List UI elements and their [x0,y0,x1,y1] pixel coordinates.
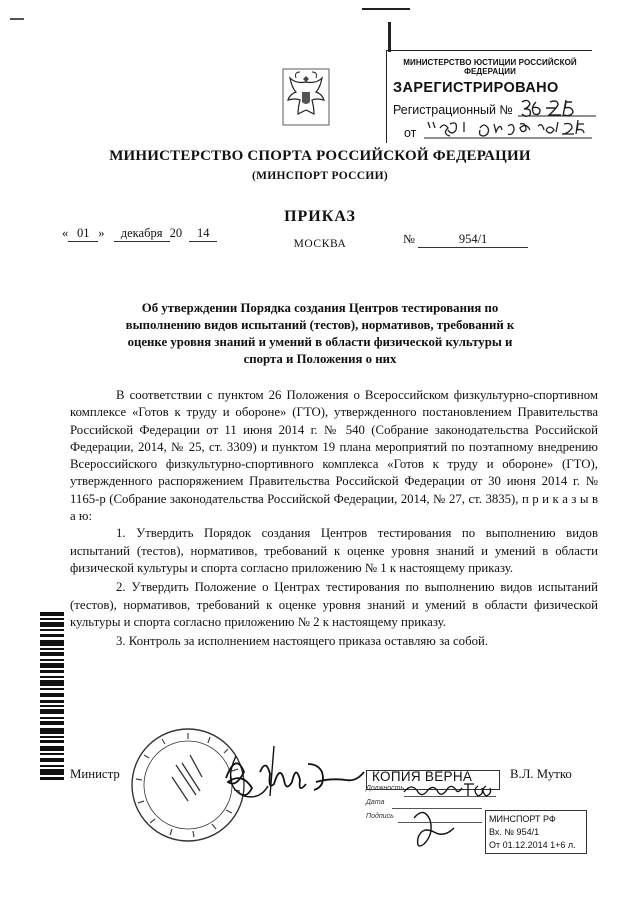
minsport-stamp-line-2: Вх. № 954/1 [489,827,540,837]
date-month: декабря [114,226,170,242]
registration-ministry: МИНИСТЕРСТВО ЮСТИЦИИ РОССИЙСКОЙ ФЕДЕРАЦИИ [403,58,577,76]
registration-number-handwriting [518,96,598,118]
order-item-2: 2. Утвердить Положение о Центрах тестирования по выполнению видов испытаний (тестов), нормативов, требований к оценке уровня знаний и умений в области физической культуры и спорта согласно приложению № 2 к настоящему приказу. [70,580,598,629]
coat-of-arms-emblem [282,68,330,126]
stamp-top-tick [388,22,391,52]
copy-stamp-position-handwriting [402,780,506,800]
registration-date-prefix: от [404,126,417,140]
copy-stamp-sign-label: Подпись [366,813,394,820]
order-item-3: 3. Контроль за исполнением настоящего приказа оставляю за собой. [116,634,489,649]
date-quote-close: » [98,226,105,240]
preamble-paragraph [70,387,598,525]
registration-number-label: Регистрационный № [393,103,513,117]
order-number-value: 954/1 [418,232,528,248]
order-number [403,232,528,248]
copy-stamp-position-label: Должность [366,785,405,792]
document-type: ПРИКАЗ [284,208,356,225]
scan-mark [10,18,24,20]
ministry-short-name: (МИНСПОРТ РОССИИ) [252,170,388,182]
city: МОСКВА [293,238,347,250]
document-body [70,387,598,650]
signature-position: Министр [70,767,120,781]
document-title: Об утверждении Порядка создания Центров тестирования по выполнению видов испытаний (тестов), нормативов, требований к оценке уровня знаний и умений в области физической культуры и спорта и Положения о них [125,301,515,366]
minsport-stamp-line-3: От 01.12.2014 1+6 л. [489,840,576,850]
stamp-top-line [362,8,410,10]
preamble-text: В соответствии с пунктом 26 Положения о Всероссийском физкультурно-спортивном комплексе «Готов к труду и обороне» (ГТО), утвержденного постановлением Правительства Российской Федерации от 11 июня 2014 г. № 540 (Собрание законодательства Российской Федерации, 2014, № 25, ст. 3309) и пунктом 19 плана мероприятий по поэтапному внедрению Всероссийского физкультурно-спортивного комплекса «Готов к труду и обороне» (ГТО), утвержденного распоряжением Правительства Российской Федерации от 30 июня 2014 г. № 1165-р (Собрание законодательства Российской Федерации, 2014, № 27, ст. 3835), [70,388,598,506]
order-item-1: 1. Утвердить Порядок создания Центров тестирования по выполнению видов испытаний (тестов), нормативов, требований к оценке уровня знаний и умений в области физической культуры и спорта согласно приложению № 1 к настоящему приказу. [70,526,598,575]
registration-status: ЗАРЕГИСТРИРОВАНО [393,80,559,96]
copy-stamp-signature [404,804,474,850]
registration-date-handwriting [424,118,594,142]
date-year: 14 [189,226,217,242]
date-century: 20 [169,226,183,240]
minsport-stamp-line-1: МИНСПОРТ РФ [489,814,556,824]
date-day: 01 [68,226,98,242]
copy-stamp-date-label: Дата [366,799,385,806]
minister-signature [212,742,385,822]
signature-name: В.Л. Мутко [510,767,572,781]
copy-stamp-title: КОПИЯ ВЕРНА [372,769,473,784]
order-word: п р и к а з ы в а ю: [70,491,598,524]
barcode-strip [40,612,64,782]
ministry-name: МИНИСТЕРСТВО СПОРТА РОССИЙСКОЙ ФЕДЕРАЦИИ [109,148,531,164]
order-number-label: № [403,232,415,246]
minsport-incoming-stamp [485,810,587,854]
date-quote-open: « [62,226,69,240]
